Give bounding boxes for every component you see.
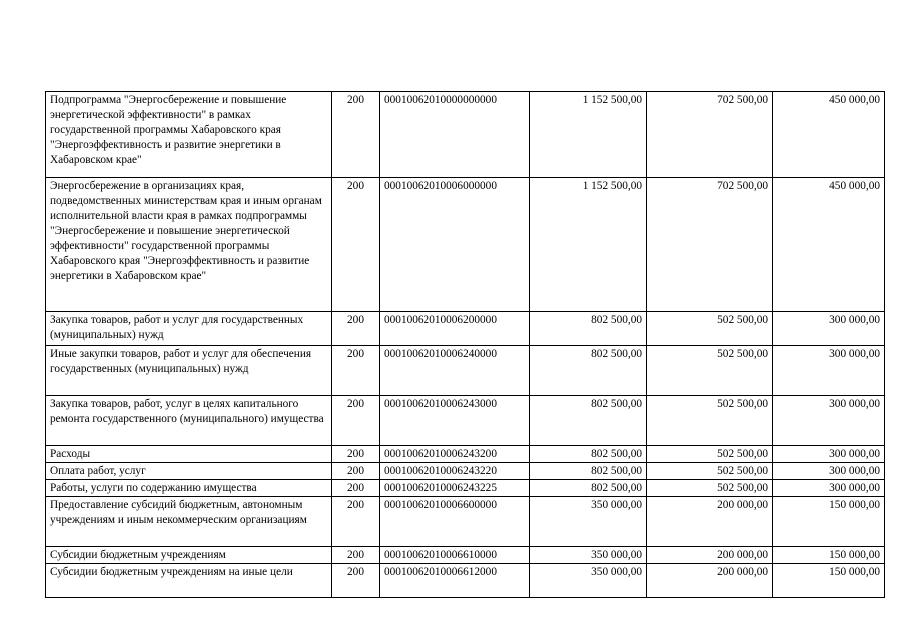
- row-value-2: 200 000,00: [647, 564, 773, 598]
- row-code: 00010062010006243200: [380, 446, 530, 463]
- table-row: [46, 396, 885, 446]
- row-code: 00010062010006243225: [380, 480, 530, 497]
- budget-table: [45, 91, 885, 598]
- row-value-1: 802 500,00: [530, 396, 647, 446]
- table-row: [46, 564, 885, 598]
- row-value-3: 300 000,00: [773, 312, 885, 346]
- row-value-1: 802 500,00: [530, 480, 647, 497]
- table-row: [46, 92, 885, 178]
- row-value-1: 802 500,00: [530, 346, 647, 396]
- row-value-3: 300 000,00: [773, 480, 885, 497]
- table-row: [46, 480, 885, 497]
- row-name: Расходы: [46, 446, 332, 463]
- table-row: [46, 547, 885, 564]
- row-grbs: 200: [332, 312, 380, 346]
- row-grbs: 200: [332, 396, 380, 446]
- row-value-2: 200 000,00: [647, 497, 773, 547]
- row-grbs: 200: [332, 547, 380, 564]
- row-grbs: 200: [332, 446, 380, 463]
- row-value-3: 450 000,00: [773, 92, 885, 178]
- row-name: Энергосбережение в организациях края, подведомственных министерствам края и иным органам исполнительной власти края в рамках подпрограммы "Энергосбережение и повышение энергетической эффективности" государственной программы Хабаровского края "Энергоэффективность и развитие энергетики в Хабаровском крае": [46, 178, 332, 312]
- table-row: [46, 178, 885, 312]
- table-row: [46, 463, 885, 480]
- row-value-3: 450 000,00: [773, 178, 885, 312]
- row-code: 00010062010006240000: [380, 346, 530, 396]
- row-value-3: 300 000,00: [773, 463, 885, 480]
- row-code: 00010062010006200000: [380, 312, 530, 346]
- row-name: Субсидии бюджетным учреждениям: [46, 547, 332, 564]
- row-value-2: 502 500,00: [647, 396, 773, 446]
- row-name: Закупка товаров, работ и услуг для государственных (муниципальных) нужд: [46, 312, 332, 346]
- row-value-3: 300 000,00: [773, 396, 885, 446]
- table-row: [46, 497, 885, 547]
- row-value-1: 802 500,00: [530, 312, 647, 346]
- row-grbs: 200: [332, 463, 380, 480]
- row-value-1: 350 000,00: [530, 497, 647, 547]
- row-name: Закупка товаров, работ, услуг в целях капитального ремонта государственного (муниципального) имущества: [46, 396, 332, 446]
- row-grbs: 200: [332, 564, 380, 598]
- row-grbs: 200: [332, 480, 380, 497]
- row-code: 00010062010000000000: [380, 92, 530, 178]
- row-value-2: 200 000,00: [647, 547, 773, 564]
- row-grbs: 200: [332, 92, 380, 178]
- row-value-2: 502 500,00: [647, 446, 773, 463]
- row-grbs: 200: [332, 346, 380, 396]
- row-name: Субсидии бюджетным учреждениям на иные цели: [46, 564, 332, 598]
- row-code: 00010062010006243220: [380, 463, 530, 480]
- row-value-2: 502 500,00: [647, 480, 773, 497]
- row-value-1: 1 152 500,00: [530, 178, 647, 312]
- row-value-1: 350 000,00: [530, 547, 647, 564]
- row-value-2: 702 500,00: [647, 178, 773, 312]
- row-code: 00010062010006612000: [380, 564, 530, 598]
- row-grbs: 200: [332, 497, 380, 547]
- row-value-3: 150 000,00: [773, 564, 885, 598]
- row-name: Предоставление субсидий бюджетным, автономным учреждениям и иным некоммерческим организациям: [46, 497, 332, 547]
- row-name: Оплата работ, услуг: [46, 463, 332, 480]
- row-value-1: 350 000,00: [530, 564, 647, 598]
- row-value-2: 502 500,00: [647, 463, 773, 480]
- row-code: 00010062010006600000: [380, 497, 530, 547]
- row-name: Иные закупки товаров, работ и услуг для обеспечения государственных (муниципальных) нужд: [46, 346, 332, 396]
- row-grbs: 200: [332, 178, 380, 312]
- row-value-2: 702 500,00: [647, 92, 773, 178]
- table-row: [46, 346, 885, 396]
- row-name: Работы, услуги по содержанию имущества: [46, 480, 332, 497]
- row-value-1: 802 500,00: [530, 446, 647, 463]
- table-row: [46, 312, 885, 346]
- row-value-3: 300 000,00: [773, 446, 885, 463]
- row-code: 00010062010006243000: [380, 396, 530, 446]
- row-name: Подпрограмма "Энергосбережение и повышение энергетической эффективности" в рамках государственной программы Хабаровского края "Энергоэффективность и развитие энергетики в Хабаровском крае": [46, 92, 332, 178]
- row-value-3: 150 000,00: [773, 547, 885, 564]
- row-value-1: 1 152 500,00: [530, 92, 647, 178]
- row-value-1: 802 500,00: [530, 463, 647, 480]
- row-code: 00010062010006610000: [380, 547, 530, 564]
- row-value-3: 300 000,00: [773, 346, 885, 396]
- table-row: [46, 446, 885, 463]
- row-code: 00010062010006000000: [380, 178, 530, 312]
- row-value-3: 150 000,00: [773, 497, 885, 547]
- row-value-2: 502 500,00: [647, 312, 773, 346]
- row-value-2: 502 500,00: [647, 346, 773, 396]
